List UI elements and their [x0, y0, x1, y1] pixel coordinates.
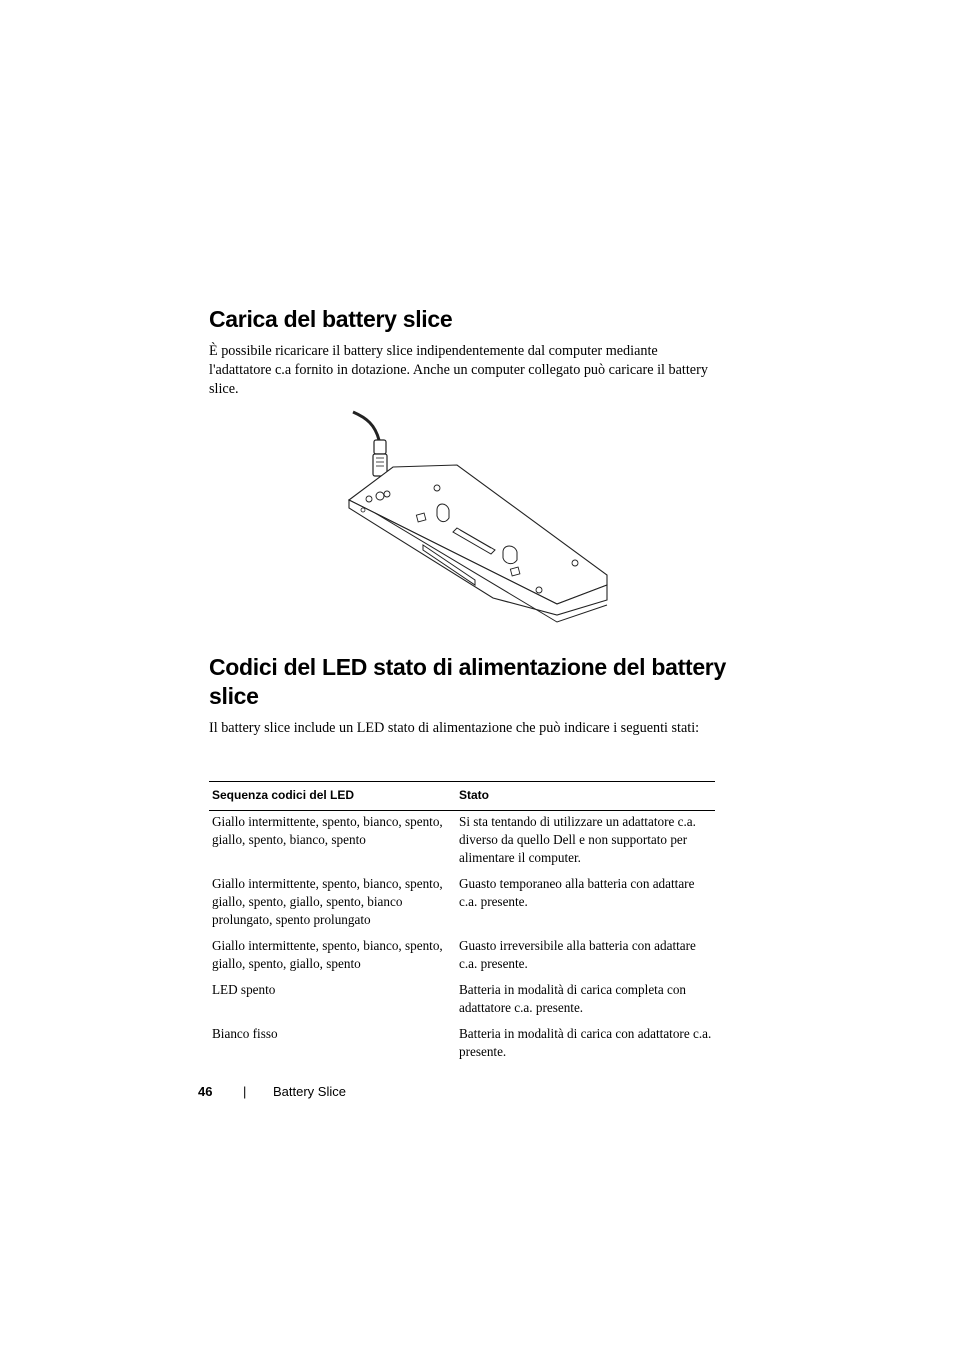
led-sequence-cell: Giallo intermittente, spento, bianco, spento, giallo, spento, giallo, spento [212, 938, 443, 971]
led-sequence-cell: Giallo intermittente, spento, bianco, spento, giallo, spento, giallo, spento, bianco prolungato, spento prolungato [212, 876, 443, 927]
column-header-status: Stato [456, 782, 715, 811]
led-sequence-cell: Giallo intermittente, spento, bianco, spento, giallo, spento, bianco, spento [212, 814, 443, 847]
table-row [209, 873, 715, 935]
section-title-charging: Carica del battery slice [209, 306, 453, 332]
table-header-row [209, 782, 715, 811]
led-codes-table [209, 781, 715, 1067]
status-cell: Batteria in modalità di carica completa con adattatore c.a. presente. [459, 982, 687, 1015]
column-header-sequence: Sequenza codici del LED [209, 782, 456, 811]
table-row [209, 935, 715, 979]
status-cell: Guasto irreversibile alla batteria con adattare c.a. presente. [459, 938, 696, 971]
battery-slice-body [349, 465, 607, 622]
status-cell: Guasto temporaneo alla batteria con adattare c.a. presente. [459, 876, 695, 909]
table-row [209, 979, 715, 1023]
led-sequence-cell: LED spento [212, 982, 276, 997]
ac-cable [353, 412, 379, 440]
table-row [209, 811, 715, 874]
charging-paragraph: È possibile ricaricare il battery slice indipendentemente dal computer mediante l'adattatore c.a fornito in dotazione. Anche un computer collegato può caricare il battery slice. [209, 343, 708, 397]
page-number: 46 [198, 1084, 213, 1099]
footer-section-title: Battery Slice [273, 1084, 346, 1099]
footer-separator: | [243, 1084, 247, 1099]
led-codes-paragraph: Il battery slice include un LED stato di alimentazione che può indicare i seguenti stati: [209, 720, 700, 736]
status-cell: Si sta tentando di utilizzare un adattatore c.a. diverso da quello Dell e non supportato per alimentare il computer. [459, 814, 696, 865]
page-footer [198, 1084, 346, 1099]
battery-slice-illustration [345, 410, 615, 625]
section-title-led-codes: Codici del LED stato di alimentazione del battery slice [209, 654, 726, 709]
led-sequence-cell: Bianco fisso [212, 1026, 278, 1041]
table-row [209, 1023, 715, 1067]
status-cell: Batteria in modalità di carica con adattatore c.a. presente. [459, 1026, 712, 1059]
